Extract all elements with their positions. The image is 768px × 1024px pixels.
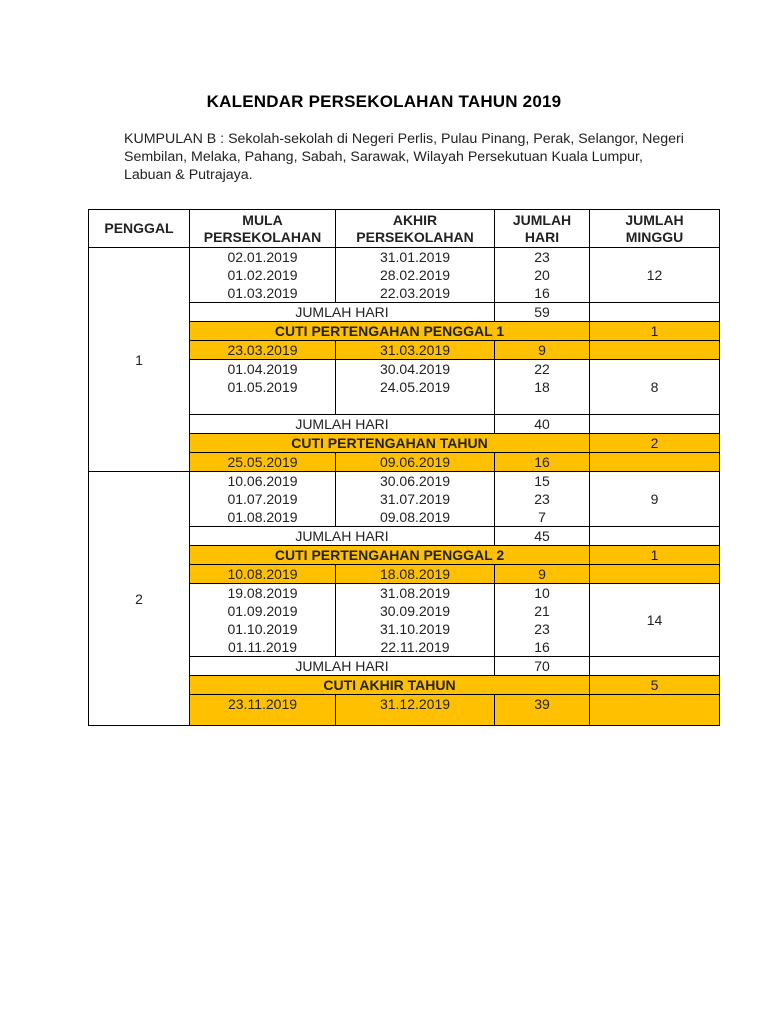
holiday-days: 9 — [495, 565, 590, 584]
akhir-dates — [336, 472, 495, 527]
date-cell: 01.09.2019 — [227, 603, 298, 619]
date-cell: 31.10.2019 — [379, 621, 451, 637]
akhir-dates — [336, 360, 495, 415]
jumlah-hari-label: JUMLAH HARI — [190, 303, 495, 322]
minggu-value: 9 — [590, 472, 720, 527]
jumlah-hari-label: JUMLAH HARI — [190, 527, 495, 546]
holiday-days: 39 — [495, 695, 590, 726]
holiday-weeks: 1 — [590, 546, 720, 565]
holiday-end: 31.03.2019 — [336, 341, 495, 360]
date-cell: 31.01.2019 — [379, 249, 451, 265]
empty-cell — [590, 527, 720, 546]
header-akhir-line2: PERSEKOLAHAN — [356, 228, 474, 245]
holiday-weeks: 2 — [590, 434, 720, 453]
calendar-table — [88, 209, 720, 726]
holiday-start: 10.08.2019 — [190, 565, 336, 584]
holiday-end: 18.08.2019 — [336, 565, 495, 584]
jumlah-hari-label: JUMLAH HARI — [190, 415, 495, 434]
intro-paragraph: KUMPULAN B : Sekolah-sekolah di Negeri Perlis, Pulau Pinang, Perak, Selangor, Negeri Sembilan, Melaka, Pahang, Sabah, Sarawak, Wilayah Persekutuan Kuala Lumpur, Labuan & Putrajaya. — [124, 131, 684, 183]
mula-dates — [190, 248, 336, 303]
penggal-label: 1 — [89, 248, 190, 472]
header-jumlah-hari — [495, 210, 590, 248]
holiday-weeks: 1 — [590, 322, 720, 341]
date-cell: 30.06.2019 — [379, 473, 451, 489]
jumlah-hari-value: 70 — [495, 657, 590, 676]
holiday-weeks: 5 — [590, 676, 720, 695]
hari-values — [495, 584, 590, 657]
date-cell: 01.07.2019 — [227, 491, 298, 507]
empty-cell — [590, 453, 720, 472]
header-hari-line1: JUMLAH — [512, 211, 572, 228]
akhir-dates — [336, 248, 495, 303]
mula-dates — [190, 360, 336, 415]
hari-values — [495, 248, 590, 303]
header-jumlah-minggu — [590, 210, 720, 248]
jumlah-hari-value: 40 — [495, 415, 590, 434]
empty-cell — [590, 565, 720, 584]
header-row — [89, 210, 720, 248]
date-cell: 01.05.2019 — [227, 379, 298, 395]
empty-cell — [590, 341, 720, 360]
date-cell: 31.07.2019 — [379, 491, 451, 507]
date-cell: 19.08.2019 — [227, 585, 298, 601]
date-cell: 30.09.2019 — [379, 603, 451, 619]
table-row — [89, 472, 720, 527]
header-mula-line1: MULA — [242, 211, 283, 228]
date-cell: 01.03.2019 — [227, 285, 298, 301]
holiday-start: 23.11.2019 — [190, 695, 336, 726]
date-cell: 10.06.2019 — [227, 473, 298, 489]
hari-cell: 16 — [534, 285, 550, 301]
holiday-start: 23.03.2019 — [190, 341, 336, 360]
minggu-value: 12 — [590, 248, 720, 303]
header-mula — [190, 210, 336, 248]
header-hari-line2: HARI — [524, 228, 560, 245]
holiday-label: CUTI PERTENGAHAN TAHUN — [190, 434, 590, 453]
jumlah-hari-value: 59 — [495, 303, 590, 322]
date-cell: 28.02.2019 — [379, 267, 451, 283]
mula-dates — [190, 472, 336, 527]
date-cell: 09.08.2019 — [379, 509, 451, 525]
mula-dates — [190, 584, 336, 657]
jumlah-hari-value: 45 — [495, 527, 590, 546]
hari-cell: 23 — [534, 249, 550, 265]
holiday-end: 09.06.2019 — [336, 453, 495, 472]
header-akhir-line1: AKHIR — [392, 211, 438, 228]
holiday-label: CUTI PERTENGAHAN PENGGAL 2 — [190, 546, 590, 565]
date-cell: 31.08.2019 — [379, 585, 451, 601]
header-akhir — [336, 210, 495, 248]
header-minggu-line1: JUMLAH — [625, 211, 684, 228]
hari-cell: 22 — [534, 361, 550, 377]
hari-cell: 23 — [534, 621, 550, 637]
header-penggal: PENGGAL — [89, 210, 190, 248]
jumlah-hari-label: JUMLAH HARI — [190, 657, 495, 676]
hari-cell: 20 — [534, 267, 550, 283]
date-cell: 01.08.2019 — [227, 509, 298, 525]
holiday-days: 9 — [495, 341, 590, 360]
empty-cell — [590, 695, 720, 726]
holiday-end: 31.12.2019 — [336, 695, 495, 726]
hari-cell: 21 — [534, 603, 550, 619]
empty-cell — [590, 415, 720, 434]
hari-cell: 15 — [534, 473, 550, 489]
table-row — [89, 248, 720, 303]
header-minggu-line2: MINGGU — [625, 228, 684, 245]
date-cell: 01.11.2019 — [227, 639, 298, 655]
hari-cell: 18 — [534, 379, 550, 395]
header-mula-line2: PERSEKOLAHAN — [203, 228, 322, 245]
hari-cell: 23 — [534, 491, 550, 507]
date-cell: 24.05.2019 — [379, 379, 451, 395]
holiday-days: 16 — [495, 453, 590, 472]
date-cell: 02.01.2019 — [227, 249, 298, 265]
minggu-value: 14 — [590, 584, 720, 657]
penggal-label: 2 — [89, 472, 190, 726]
holiday-label: CUTI AKHIR TAHUN — [190, 676, 590, 695]
date-cell: 22.03.2019 — [379, 285, 451, 301]
page-title: KALENDAR PERSEKOLAHAN TAHUN 2019 — [206, 92, 562, 111]
holiday-label: CUTI PERTENGAHAN PENGGAL 1 — [190, 322, 590, 341]
empty-cell — [590, 303, 720, 322]
minggu-value: 8 — [590, 360, 720, 415]
hari-cell: 16 — [534, 639, 550, 655]
date-cell: 30.04.2019 — [379, 361, 451, 377]
hari-cell: 7 — [538, 509, 546, 525]
empty-cell — [590, 657, 720, 676]
holiday-start: 25.05.2019 — [190, 453, 336, 472]
date-cell: 01.10.2019 — [227, 621, 298, 637]
date-cell: 01.04.2019 — [227, 361, 298, 377]
date-cell: 01.02.2019 — [227, 267, 298, 283]
hari-values — [495, 360, 590, 415]
hari-values — [495, 472, 590, 527]
akhir-dates — [336, 584, 495, 657]
date-cell: 22.11.2019 — [380, 639, 450, 655]
hari-cell: 10 — [534, 585, 550, 601]
